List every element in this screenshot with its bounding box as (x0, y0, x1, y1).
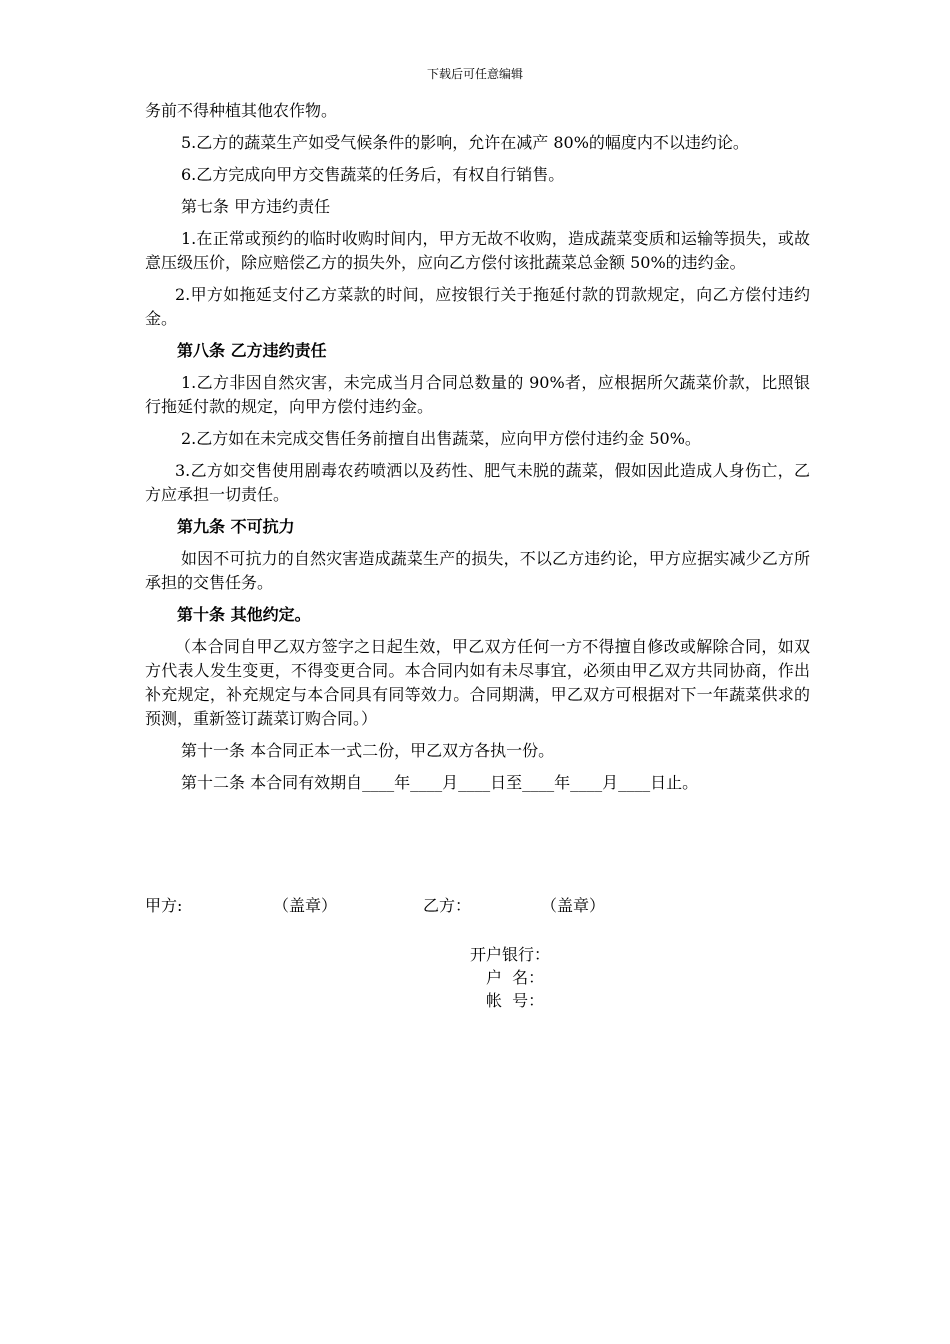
article-9-title: 第九条 不可抗力 (177, 517, 295, 536)
party-b-seal: （盖章） (541, 896, 606, 915)
paragraph-continuation: 务前不得种植其他农作物。 (145, 101, 338, 120)
article-9-body: 如因不可抗力的自然灾害造成蔬菜生产的损失，不以乙方违约论，甲方应据实减少乙方所承担的交售任务。 (145, 549, 810, 592)
party-a-label: 甲方: (145, 896, 183, 915)
article-10-title: 第十条 其他约定。 (177, 605, 311, 624)
bank-info (470, 943, 550, 1012)
account-number-label: 帐 号： (486, 991, 545, 1010)
paragraph-item-5: 5.乙方的蔬菜生产如受气候条件的影响，允许在减产 80%的幅度内不以违约论。 (181, 133, 749, 152)
article-8-item-2: 2.乙方如在未完成交售任务前擅自出售蔬菜，应向甲方偿付违约金 50%。 (181, 429, 701, 448)
article-7-item-1: 1.在正常或预约的临时收购时间内，甲方无故不收购，造成蔬菜变质和运输等损失，或故意压级压价，除应赔偿乙方的损失外，应向乙方偿付该批蔬菜总金额 50%的违约金。 (145, 229, 810, 272)
party-b-label: 乙方： (423, 896, 472, 915)
contract-body (145, 99, 810, 803)
party-a-seal: （盖章） (273, 896, 338, 915)
article-7-item-2: 2.甲方如拖延支付乙方菜款的时间，应按银行关于拖延付款的罚款规定，向乙方偿付违约金。 (145, 285, 810, 328)
article-7-title: 第七条 甲方违约责任 (181, 197, 331, 216)
signature-row (145, 894, 810, 918)
article-10-body: （本合同自甲乙双方签字之日起生效，甲乙双方任何一方不得擅自修改或解除合同，如双方代表人发生变更，不得变更合同。本合同内如有未尽事宜，必须由甲乙双方共同协商，作出补充规定，补充规定与本合同具有同等效力。合同期满，甲乙双方可根据对下一年蔬菜供求的预测，重新签订蔬菜订购合同。） (145, 637, 810, 728)
account-name-label: 户 名： (486, 968, 545, 987)
article-11: 第十一条 本合同正本一式二份，甲乙双方各执一份。 (181, 741, 555, 760)
article-8-item-3: 3.乙方如交售使用剧毒农药喷洒以及药性、肥气未脱的蔬菜，假如因此造成人身伤亡，乙方应承担一切责任。 (145, 461, 810, 504)
bank-label: 开户银行： (470, 945, 551, 964)
page-header-note: 下载后可任意编辑 (426, 67, 523, 81)
article-12: 第十二条 本合同有效期自____年____月____日至____年____月____日止。 (181, 773, 699, 792)
paragraph-item-6: 6.乙方完成向甲方交售蔬菜的任务后，有权自行销售。 (181, 165, 565, 184)
article-8-title: 第八条 乙方违约责任 (177, 341, 327, 360)
article-8-item-1: 1.乙方非因自然灾害，未完成当月合同总数量的 90%者，应根据所欠蔬菜价款，比照银行拖延付款的规定，向甲方偿付违约金。 (145, 373, 810, 416)
